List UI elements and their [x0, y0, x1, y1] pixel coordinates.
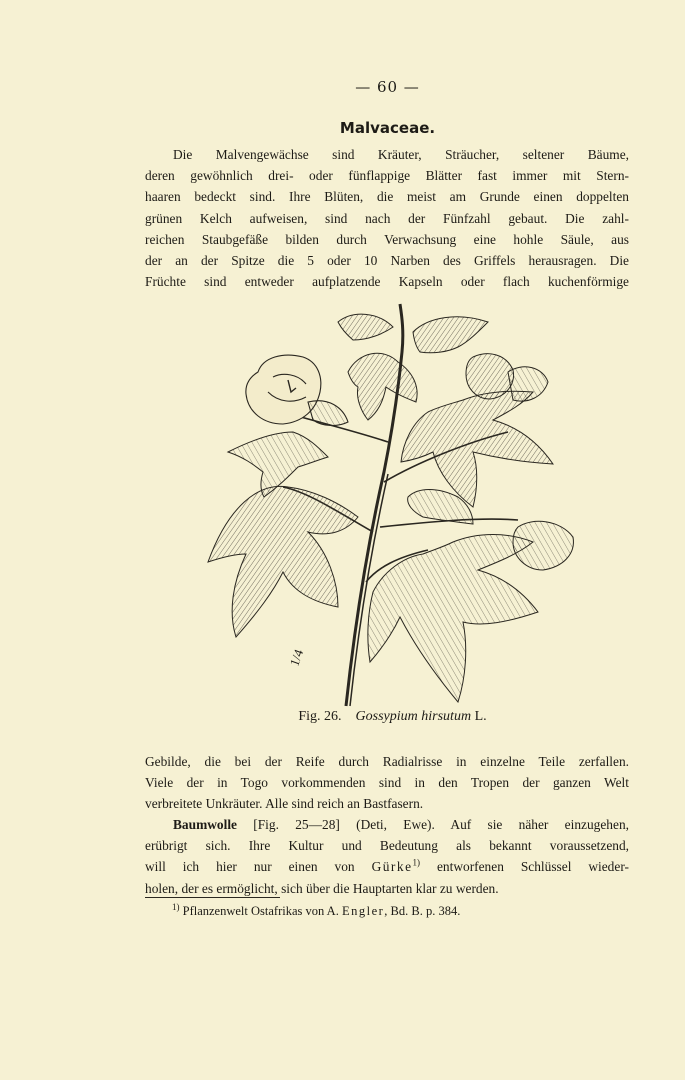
text-line: Gebilde, die bei der Reife durch Radialrisse in einzelne Teile zerfallen. [145, 754, 629, 769]
text-line: erübrigt sich. Ihre Kultur und Bedeutung als bekannt voraussetzend, [145, 838, 629, 854]
caption-author: L. [474, 709, 487, 724]
text-line: Die Malvengewächse sind Kräuter, Sträucher, seltener Bäume, [173, 147, 629, 162]
text-line: holen, der es ermöglicht, sich über die Hauptarten klar zu werden. [145, 880, 499, 896]
text-fragment: [Fig. 25—28] (Deti, Ewe). Auf sie näher einzugehen, [253, 817, 629, 832]
text-fragment: will ich hier nur einen von [145, 859, 355, 875]
footnote-author: Engler [341, 904, 385, 918]
cotton-boll-lower [513, 521, 573, 570]
footnote-divider [145, 897, 280, 898]
text-line: Viele der in Togo vorkommenden sind in den Tropen der ganzen Welt [145, 775, 629, 791]
term-baumwolle: Baumwolle [173, 817, 237, 832]
footnote-reference: 1) [412, 857, 421, 868]
section-heading: Malvaceae. [339, 119, 436, 137]
footnote [172, 901, 461, 919]
caption-species: Gossypium hirsutum [355, 709, 472, 724]
footnote-marker: 1) [172, 901, 180, 912]
text-line: deren gewöhnlich drei- oder fünflappige Blätter fast immer mit Stern- [145, 168, 629, 184]
text-line: haaren bedeckt sind. Ihre Blüten, die meist am Grunde einen doppelten [145, 189, 629, 205]
leaf-lower-left [208, 486, 358, 637]
text-line: verbreitete Unkräuter. Alle sind reich an Bastfasern. [145, 796, 424, 812]
text-line [145, 814, 629, 835]
footnote-text: Pflanzenwelt Ostafrikas von A. [182, 904, 339, 918]
paragraph-continuation [145, 751, 629, 815]
paragraph-intro [145, 144, 629, 292]
cotton-plant-illustration [188, 292, 578, 708]
text-line: reichen Staubgefäße bilden durch Verwachsung eine hohle Säule, aus [145, 231, 629, 247]
author-name: Gürke [371, 859, 413, 875]
text-line [145, 856, 629, 877]
figure-caption [0, 709, 685, 725]
leaf-lower-right [368, 535, 538, 703]
page-number: — 60 — [355, 78, 420, 96]
text-line: grünen Kelch aufweisen, sind nach der Fünfzahl gebaut. Die zahl- [145, 210, 629, 226]
paragraph-baumwolle [145, 814, 629, 899]
cotton-flower [246, 355, 348, 425]
caption-number: Fig. 26. [298, 709, 342, 724]
text-line: Früchte sind entweder aufplatzende Kapseln oder flach kuchenförmige [145, 274, 629, 290]
text-line: der an der Spitze die 5 oder 10 Narben des Griffels herausragen. Die [145, 253, 629, 269]
footnote-text-end: , Bd. B. p. 384. [384, 904, 461, 918]
scale-label: 1/4 [286, 647, 307, 669]
text-fragment: entworfenen Schlüssel wieder- [436, 859, 629, 875]
